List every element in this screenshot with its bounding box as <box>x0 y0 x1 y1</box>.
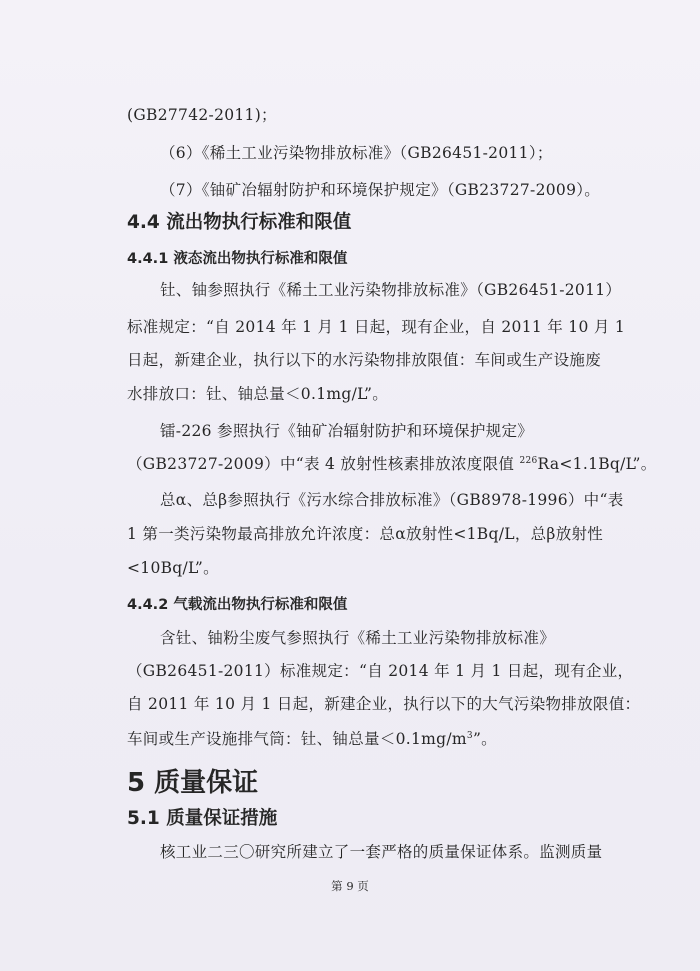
text-fragment: （GB23727-2009）中“表 4 放射性核素排放浓度限值 <box>127 455 520 473</box>
text-line: 日起，新建企业，执行以下的水污染物排放限值：车间或生产设施废 <box>127 351 602 369</box>
text-fragment: ”。 <box>472 730 497 748</box>
text-fragment: Ra<1.1Bq/L”。 <box>537 455 657 473</box>
text-line: （GB26451-2011）标准规定：“自 2014 年 1 月 1 日起，现有企业， <box>127 662 634 680</box>
text-line: 镭-226 参照执行《铀矿冶辐射防护和环境保护规定》 <box>160 422 534 440</box>
text-line: 1 第一类污染物最高排放允许浓度：总α放射性<1Bq/L，总β放射性 <box>127 525 604 543</box>
text-line: 水排放口：钍、铀总量＜0.1mg/L”。 <box>127 385 388 403</box>
text-line: 标准规定：“自 2014 年 1 月 1 日起，现有企业，自 2011 年 10 月 1 <box>127 318 626 336</box>
text-line: 自 2011 年 10 月 1 日起，新建企业，执行以下的大气污染物排放限值： <box>127 695 641 713</box>
chapter-heading-5: 5 质量保证 <box>127 768 259 798</box>
section-heading-5-1: 5.1 质量保证措施 <box>127 808 278 829</box>
text-line: (GB27742-2011)； <box>127 106 277 124</box>
text-line: 含钍、铀粉尘废气参照执行《稀土工业污染物排放标准》 <box>160 629 556 647</box>
text-line: （6）《稀土工业污染物排放标准》（GB26451-2011）； <box>160 144 553 162</box>
text-line <box>127 452 657 474</box>
text-line <box>127 727 497 749</box>
text-fragment: 车间或生产设施排气筒：钍、铀总量＜0.1mg/m <box>127 730 467 748</box>
section-heading-4-4-1: 4.4.1 液态流出物执行标准和限值 <box>127 251 348 267</box>
section-heading-4-4: 4.4 流出物执行标准和限值 <box>127 212 352 233</box>
section-heading-4-4-2: 4.4.2 气载流出物执行标准和限值 <box>127 597 348 613</box>
page-number: 第 9 页 <box>331 879 369 893</box>
text-line: 总α、总β参照执行《污水综合排放标准》（GB8978-1996）中“表 <box>160 491 624 509</box>
isotope-superscript: 226 <box>519 455 538 466</box>
text-line: <10Bq/L”。 <box>127 559 219 577</box>
text-line: 钍、铀参照执行《稀土工业污染物排放标准》（GB26451-2011） <box>160 281 622 299</box>
unit-superscript: 3 <box>466 730 473 741</box>
text-line: （7）《铀矿冶辐射防护和环境保护规定》（GB23727-2009）。 <box>160 181 601 199</box>
text-line: 核工业二三〇研究所建立了一套严格的质量保证体系。监测质量 <box>160 843 603 861</box>
